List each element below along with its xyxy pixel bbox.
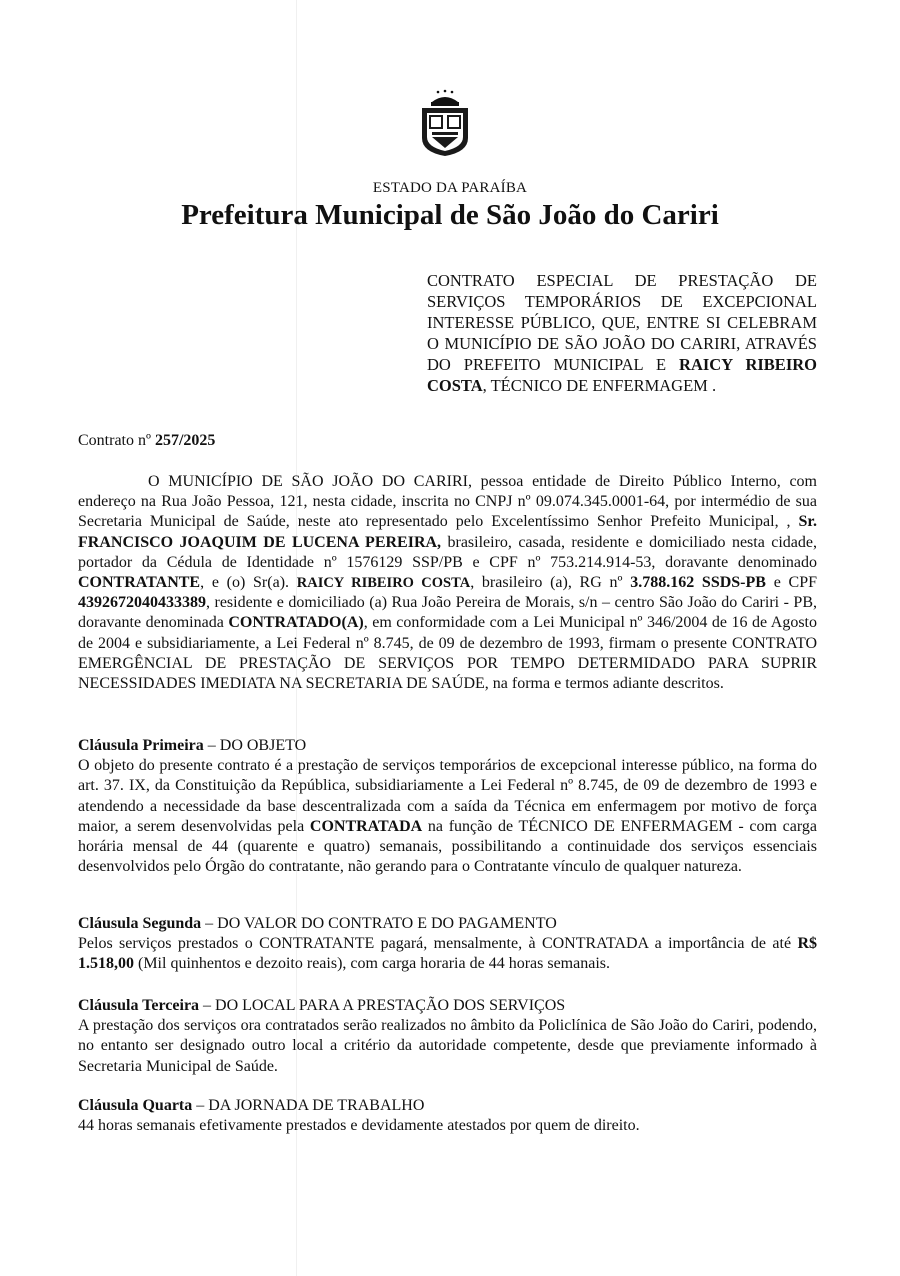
clause-text: (Mil quinhentos e dezoito reais), com carga horaria de 44 horas semanais. xyxy=(134,955,610,973)
preamble-text: O MUNICÍPIO DE SÃO JOÃO DO CARIRI, pessoa entidade de Direito Público Interno, com endereço na Rua João Pessoa, 121, nesta cidade, inscrita no CNPJ nº 09.074.345.0001-64, por intermédio de sua Secretaria Municipal de Saúde, neste ato representado pelo Excelentíssimo Senhor Prefeito Municipal, , xyxy=(78,473,817,531)
clause-heading xyxy=(78,736,817,756)
clause-heading xyxy=(78,996,817,1016)
clause-text: na função de TÉCNICO DE ENFERMAGEM - com carga horária mensal de 44 (quarente e quatro) semanais, possibilitando a continuidade dos serviços essenciais desenvolvidos pelo Órgão do contratante, não gerando para o Contratante vínculo de qualquer natureza. xyxy=(78,817,818,876)
contratante-label: CONTRATANTE xyxy=(78,574,201,592)
preamble-text: e CPF xyxy=(765,574,817,592)
contract-number-label: Contrato nº xyxy=(78,432,155,449)
clause-body xyxy=(78,756,817,877)
clause-third xyxy=(78,996,817,1077)
city-hall-title: Prefeitura Municipal de São João do Cariri xyxy=(181,199,719,231)
clause-text: A prestação dos serviços ora contratados serão realizados no âmbito da Policlínica de São João do Cariri, podendo, no entanto ser designado outro local a critério da autoridade competente, desde que previamente informado à Secretaria Municipal de Saúde. xyxy=(78,1017,817,1075)
clause-heading xyxy=(78,1096,817,1116)
contract-number-value: 257/2025 xyxy=(154,432,216,449)
preamble-text: , e (o) Sr(a). xyxy=(200,574,297,592)
contract-summary xyxy=(427,270,817,396)
summary-contracted-name: RAICY RIBEIRO COSTA xyxy=(427,355,817,395)
clause-fourth xyxy=(78,1096,817,1136)
clause-title: Cláusula Quarta xyxy=(78,1097,193,1114)
state-name: ESTADO DA PARAÍBA xyxy=(372,180,528,196)
preamble-text: , em conformidade com a Lei Municipal nº 346/2004 de 16 de Agosto de 2004 e subsidiariamente, a Lei Federal nº 8.745, de 09 de dezembro de 1993, firmam o presente CONTRATO EMERGÊNCIAL DE PRESTAÇÃO DE SERVIÇOS POR TEMPO DETERMIDADO PARA SUPRIR NECESSIDADES IMEDIATA NA SECRETARIA DE SAÚDE, na forma e termos adiante descritos. xyxy=(78,614,817,693)
clause-emphasis: CONTRATADA xyxy=(309,817,423,835)
mayor-name: Sr. FRANCISCO JOAQUIM DE LUCENA PEREIRA, xyxy=(78,513,817,551)
preamble-text: , residente e domiciliado (a) Rua João Pereira de Morais, s/n – centro São João do Cariri - PB, doravante denominada xyxy=(78,594,817,632)
clause-title: Cláusula Terceira xyxy=(78,997,200,1014)
clause-subtitle: – DO VALOR DO CONTRATO E DO PAGAMENTO xyxy=(201,915,557,932)
clause-subtitle: – DO LOCAL PARA A PRESTAÇÃO DOS SERVIÇOS xyxy=(199,997,566,1014)
clause-body xyxy=(78,1016,817,1077)
contratado-label: CONTRATADO(A) xyxy=(228,614,364,632)
clause-title: Cláusula Primeira xyxy=(78,737,204,754)
clause-second xyxy=(78,914,817,975)
contracted-name: RAICY RIBEIRO COSTA xyxy=(296,575,471,592)
clause-text: 44 horas semanais efetivamente prestados e devidamente atestados por quem de direito. xyxy=(78,1117,640,1135)
municipal-coat-of-arms-icon xyxy=(418,88,472,158)
clause-first xyxy=(78,736,817,877)
clause-title: Cláusula Segunda xyxy=(78,915,202,932)
clause-text: Pelos serviços prestados o CONTRATANTE pagará, mensalmente, à CONTRATADA a importância de até xyxy=(78,935,798,953)
clause-subtitle: – DO OBJETO xyxy=(203,737,307,754)
preamble-text: brasileiro, casada, residente e domiciliado nesta cidade, portador da Cédula de Identidade nº 1576129 SSP/PB e CPF nº 753.214.914-53, doravante denominado xyxy=(78,533,817,571)
clause-body xyxy=(78,934,817,974)
clause-heading xyxy=(78,914,817,934)
summary-role: , TÉCNICO DE ENFERMAGEM . xyxy=(482,376,717,395)
contracted-rg: 3.788.162 SSDS-PB xyxy=(630,574,766,592)
clause-subtitle: – DA JORNADA DE TRABALHO xyxy=(192,1097,425,1114)
summary-intro: CONTRATO ESPECIAL DE PRESTAÇÃO DE SERVIÇOS TEMPORÁRIOS DE EXCEPCIONAL INTERESSE PÚBLICO, QUE, ENTRE SI CELEBRAM O MUNICÍPIO DE SÃO JOÃO DO CARIRI, ATRAVÉS DO PREFEITO MUNICIPAL E xyxy=(427,271,817,374)
contracted-cpf: 4392672040433389 xyxy=(78,594,206,612)
contract-number xyxy=(78,432,215,450)
preamble-text: , brasileiro (a), RG nº xyxy=(470,574,631,592)
clause-body xyxy=(78,1116,817,1136)
clause-text: O objeto do presente contrato é a prestação de serviços temporários de excepcional interesse público, na forma do art. 37. IX, da Constituição da República, subsidiariamente a Lei Federal nº 8.745, de 09 de dezembro de 1993 e atendendo a necessidade da base descentralizada com a saída da Técnica em enfermagem por motivo de força maior, a serem desenvolvidas pela xyxy=(78,757,817,835)
clause-emphasis: R$ 1.518,00 xyxy=(78,935,817,973)
preamble-paragraph xyxy=(78,472,817,694)
